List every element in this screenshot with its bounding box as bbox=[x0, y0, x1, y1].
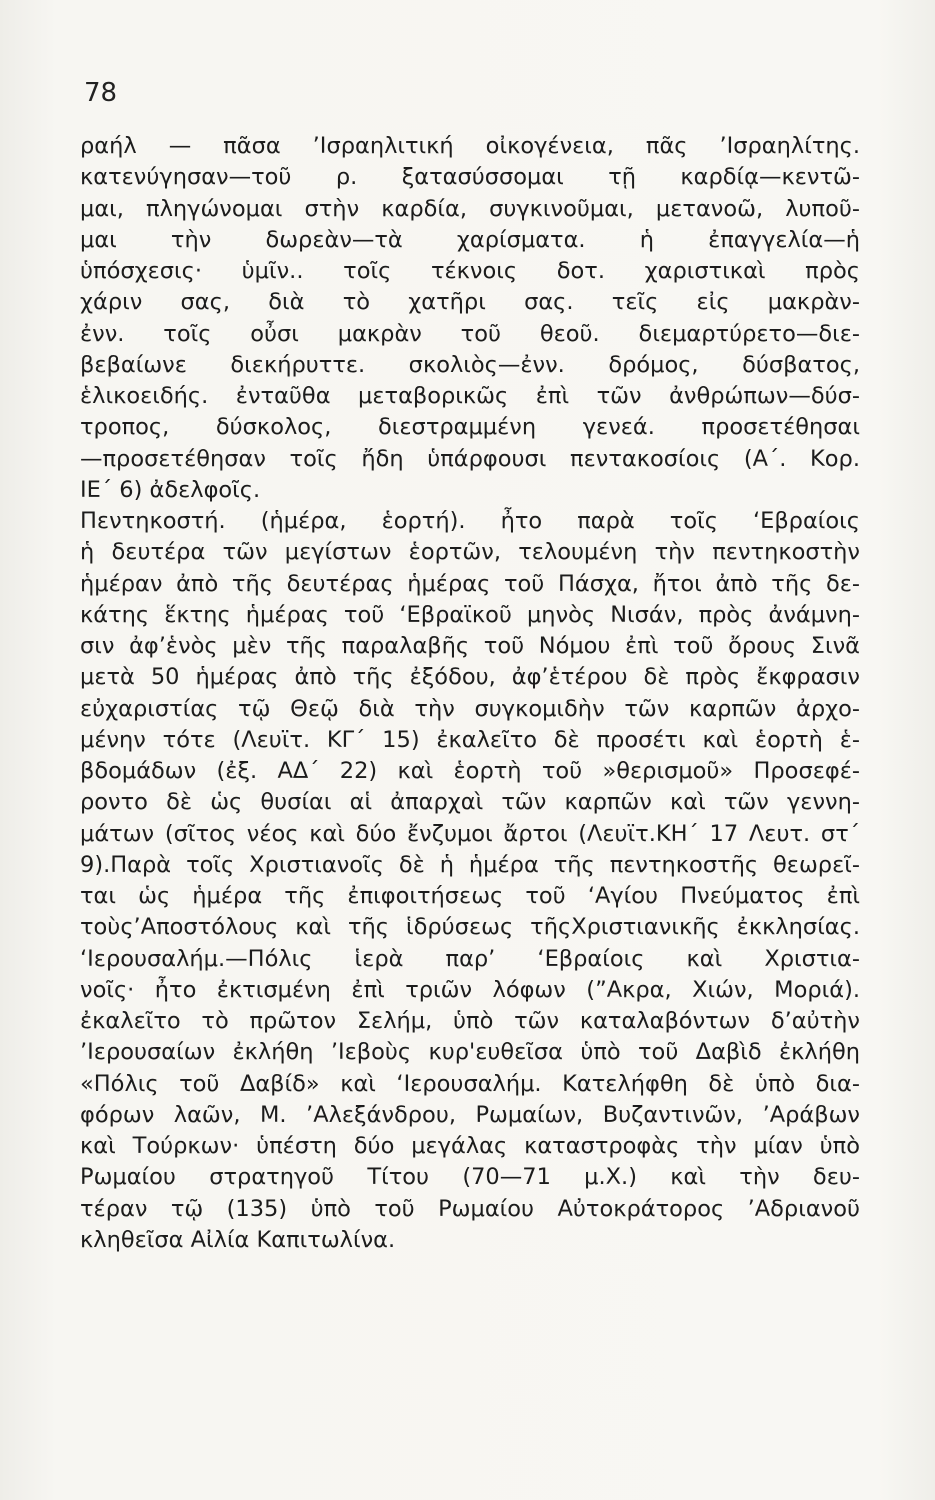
text-line: ἑλικοειδής. ἐνταῦθα μεταβορικῶς ἐπὶ τῶν ἀνθρώπων—δύσ- bbox=[80, 383, 860, 409]
text-line: 9).Παρὰ τοῖς Χριστιανοῖς δὲ ἡ ἡμέρα τῆς πεντηκοστῆς θεωρεῖ- bbox=[80, 851, 860, 878]
text-line: ’Ιερουσαίων ἐκλήθη ’Ιεβοὺς κυρ'ευθεῖσα ὑπὸ τοῦ Δαβὶδ ἐκλήθη bbox=[80, 1039, 860, 1066]
text-line: τροπος, δύσκολος, διεστραμμένη γενεά. προσετέθησαι bbox=[80, 414, 860, 441]
text-line: εὐχαριστίας τῷ Θεῷ διὰ τὴν συγκομιδὴν τῶν καρπῶν ἀρχο- bbox=[80, 695, 860, 722]
text-line: βδομάδων (ἐξ. ΑΔ΄ 22) καὶ ἑορτὴ τοῦ »θερισμοῦ» Προσεφέ- bbox=[80, 758, 860, 784]
text-line: τέραν τῷ (135) ὑπὸ τοῦ Ρωμαίου Αὐτοκράτορος ’Αδριανοῦ bbox=[80, 1195, 860, 1222]
text-line: καὶ Τούρκων· ὑπέστη δύο μεγάλας καταστροφὰς τὴν μίαν ὑπὸ bbox=[80, 1133, 860, 1159]
body-text bbox=[80, 131, 860, 1256]
text-line: —προσετέθησαν τοῖς ἤδη ὑπάρφουσι πεντακοσίοις (Α΄. Κορ. bbox=[80, 445, 860, 472]
page-number: 78 bbox=[84, 78, 118, 108]
text-line: μετὰ 50 ἡμέρας ἀπὸ τῆς ἐξόδου, ἀφ’ἑτέρου δὲ πρὸς ἔκφρασιν bbox=[80, 664, 860, 691]
text-line: χάριν σας, διὰ τὸ χατῆρι σας. τεῖς εἰς μακρὰν- bbox=[80, 289, 860, 316]
text-line: νοῖς· ἦτο ἐκτισμένη ἐπὶ τριῶν λόφων (”Ακρα, Χιών, Μοριά). bbox=[80, 976, 860, 1003]
text-line: ἡμέραν ἀπὸ τῆς δευτέρας ἡμέρας τοῦ Πάσχα, ἤτοι ἀπὸ τῆς δε- bbox=[80, 570, 860, 597]
text-line: μάτων (σῖτος νέος καὶ δύο ἔνζυμοι ἄρτοι (Λευϊτ.ΚΗ΄ 17 Λευτ. στ΄ bbox=[80, 820, 860, 847]
text-line: τοὺς’Αποστόλους καὶ τῆς ἱδρύσεως τῆςΧριστιανικῆς ἐκκλησίας. bbox=[80, 914, 860, 941]
text-line: ἐνν. τοῖς οὖσι μακρὰν τοῦ θεοῦ. διεμαρτύρετο—διε- bbox=[80, 320, 860, 347]
text-line: μαι, πληγώνομαι στὴν καρδία, συγκινοῦμαι, μετανοῶ, λυποῦ- bbox=[80, 195, 860, 222]
text-line: ροντο δὲ ὡς θυσίαι αἱ ἀπαρχαὶ τῶν καρπῶν καὶ τῶν γεννη- bbox=[80, 789, 860, 816]
text-line: Ρωμαίου στρατηγοῦ Τίτου (70—71 μ.Χ.) καὶ τὴν δευ- bbox=[80, 1164, 860, 1191]
text-line: φόρων λαῶν, Μ. ’Αλεξάνδρου, Ρωμαίων, Βυζαντινῶν, ’Αράβων bbox=[80, 1101, 860, 1128]
text-line: ραήλ — πᾶσα ’Ισραηλιτική οἰκογένεια, πᾶς ’Ισραηλίτης. bbox=[80, 133, 860, 159]
text-line: κληθεῖσα Αἰλία Καπιτωλίνα. bbox=[80, 1226, 396, 1253]
text-line: Πεντηκοστή. (ἡμέρα, ἑορτή). ἦτο παρὰ τοῖς ‘Εβραίοις bbox=[80, 508, 860, 534]
text-line: κάτης ἕκτης ἡμέρας τοῦ ‘Εβραϊκοῦ μηνὸς Νισάν, πρὸς ἀνάμνη- bbox=[80, 601, 860, 628]
text-line: μαι τὴν δωρεὰν—τὰ χαρίσματα. ἡ ἐπαγγελία—ἡ bbox=[80, 226, 860, 253]
text-line: ὑπόσχεσις· ὑμῖν.. τοῖς τέκνοις δοτ. χαριστικαὶ πρὸς bbox=[80, 258, 860, 284]
text-line: ΙΕ΄ 6) ἀδελφοῖς. bbox=[80, 476, 261, 503]
text-line: «Πόλις τοῦ Δαβίδ» καὶ ‘Ιερουσαλήμ. Κατελήφθη δὲ ὑπὸ δια- bbox=[80, 1070, 860, 1097]
text-line: σιν ἀφ’ἑνὸς μὲν τῆς παραλαβῆς τοῦ Νόμου ἐπὶ τοῦ ὄρους Σινᾶ bbox=[80, 633, 860, 659]
text-line: ἐκαλεῖτο τὸ πρῶτον Σελήμ, ὑπὸ τῶν καταλαβόντων δ’αὐτὴν bbox=[80, 1008, 860, 1034]
text-line: μένην τότε (Λευϊτ. ΚΓ΄ 15) ἐκαλεῖτο δὲ προσέτι καὶ ἑορτὴ ἑ- bbox=[80, 726, 860, 753]
text-line: ἡ δευτέρα τῶν μεγίστων ἑορτῶν, τελουμένη τὴν πεντηκοστὴν bbox=[80, 539, 860, 566]
text-line: κατενύγησαν—τοῦ ρ. ξατασύσσομαι τῇ καρδίᾳ—κεντῶ- bbox=[80, 164, 860, 191]
text-line: ται ὡς ἡμέρα τῆς ἐπιφοιτήσεως τοῦ ‘Αγίου Πνεύματος ἐπὶ bbox=[80, 883, 860, 909]
text-line: ‘Ιερουσαλήμ.—Πόλις ἱερὰ παρ’ ‘Εβραίοις καὶ Χριστια- bbox=[80, 945, 860, 972]
text-line: βεβαίωνε διεκήρυττε. σκολιὸς—ἐνν. δρόμος, δύσβατος, bbox=[80, 351, 860, 378]
